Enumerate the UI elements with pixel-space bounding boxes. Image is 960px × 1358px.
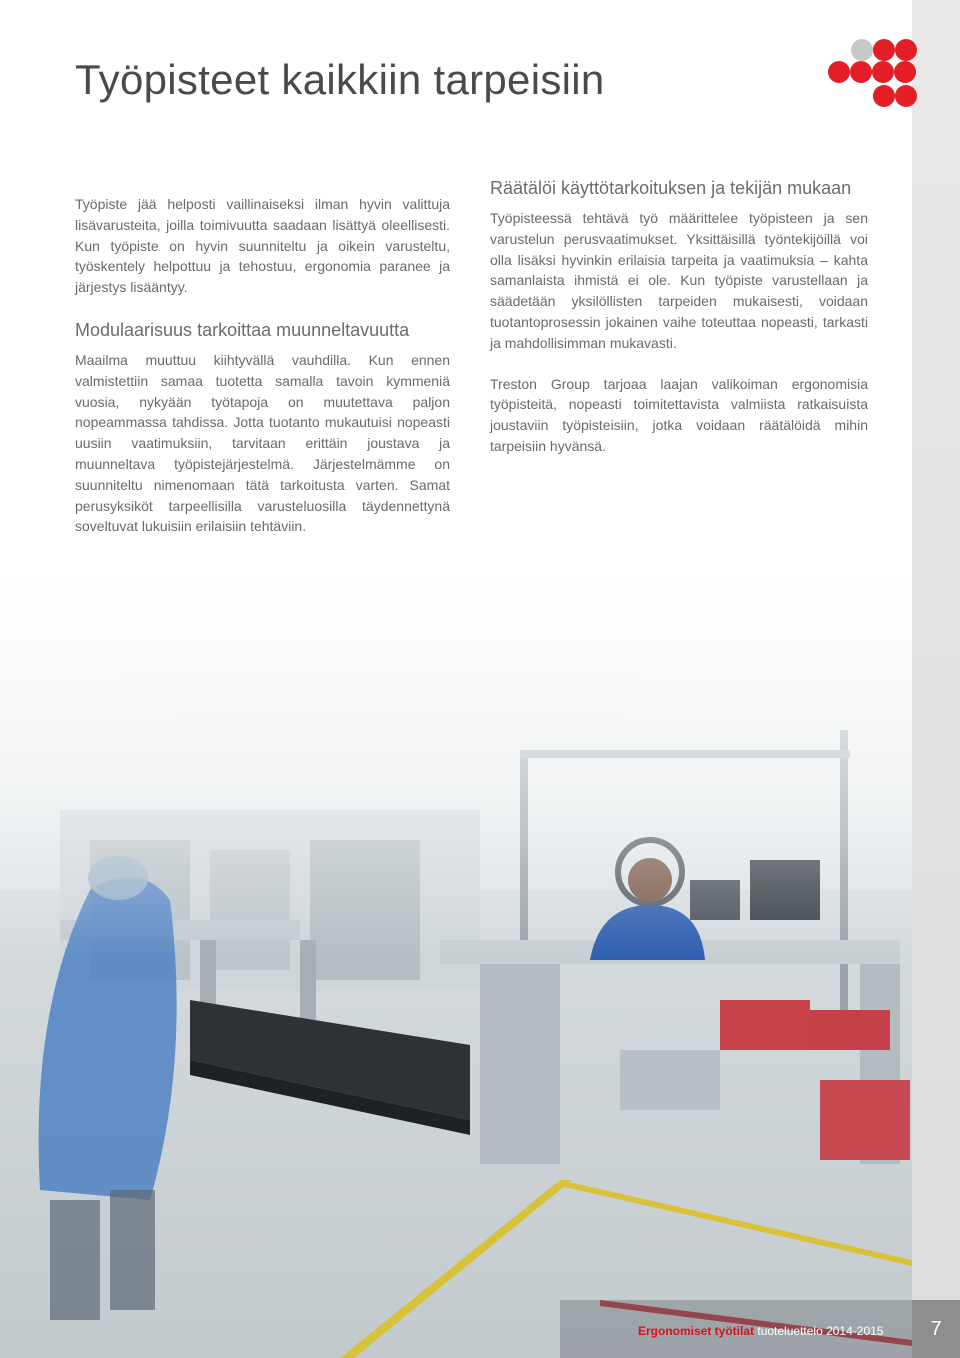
intro-paragraph: Työpiste jää helposti vaillinaiseksi ilman hyvin valittuja lisävarusteita, joilla toimivuutta saadaan lisättyä oleellisesti. Kun työpiste on hyvin suunniteltu ja oikein varusteltu, työskentely helpottuu ja tehostuu, ergonomia paranee ja järjestys lisääntyy.	[75, 196, 450, 296]
page-number: 7	[912, 1300, 960, 1358]
left-column	[75, 194, 450, 557]
treston-paragraph: Treston Group tarjoaa laajan valikoiman ergonomisia työpisteitä, nopeasti toimitettavista valmiista ratkaisuista joustaviin työpisteisiin, jotka voidaan räätälöidä mihin tarpeisiin hyvänsä.	[490, 375, 868, 454]
footer-brand: Ergonomiset työtilat	[638, 1324, 755, 1338]
customize-heading: Räätälöi käyttötarkoituksen ja tekijän mukaan	[490, 178, 852, 198]
footer	[638, 1324, 883, 1338]
factory-photo	[0, 560, 912, 1358]
right-column	[490, 176, 868, 477]
footer-catalog: tuoteluettelo 2014-2015	[757, 1324, 884, 1338]
side-strip	[912, 0, 960, 1358]
modularity-paragraph: Maailma muuttuu kiihtyvällä vauhdilla. Kun ennen valmistettiin samaa tuotetta samalla tavoin kymmeniä vuosia, nykyään työtapoja on muutettava paljon nopeammassa tahdissa. Jotta tuotanto mukautuisi nopeasti uusiin vaatimuksiin, tarvitaan erittäin joustava ja muunneltava työpistejärjestelmä. Järjestelmämme on suunniteltu nimenomaan tätä tarkoitusta varten. Samat perusyksiköt tarpeellisilla varusteluosilla täydennettynä soveltuvat lukuisiin erilaisiin tehtäviin.	[75, 351, 450, 535]
modularity-heading: Modulaarisuus tarkoittaa muunneltavuutta	[75, 319, 410, 340]
dot-pattern-logo-icon	[824, 36, 924, 116]
page-title: Työpisteet kaikkiin tarpeisiin	[75, 56, 605, 103]
customize-paragraph: Työpisteessä tehtävä työ määrittelee työpisteen ja sen varustelun perusvaatimukset. Yksittäisillä työntekijöillä voi olla lisäksi hyvinkin erilaisia tarpeita ja vaatimuksia – kahta samanlaista ihmistä ei ole. Kun työpiste varustellaan ja säädetään yksilöllisten tarpeiden mukaisesti, voidaan tuotantoprosessin jokainen vaihe toteuttaa nopeasti, tarkasti ja mahdollisimman mukavasti.	[490, 210, 868, 351]
